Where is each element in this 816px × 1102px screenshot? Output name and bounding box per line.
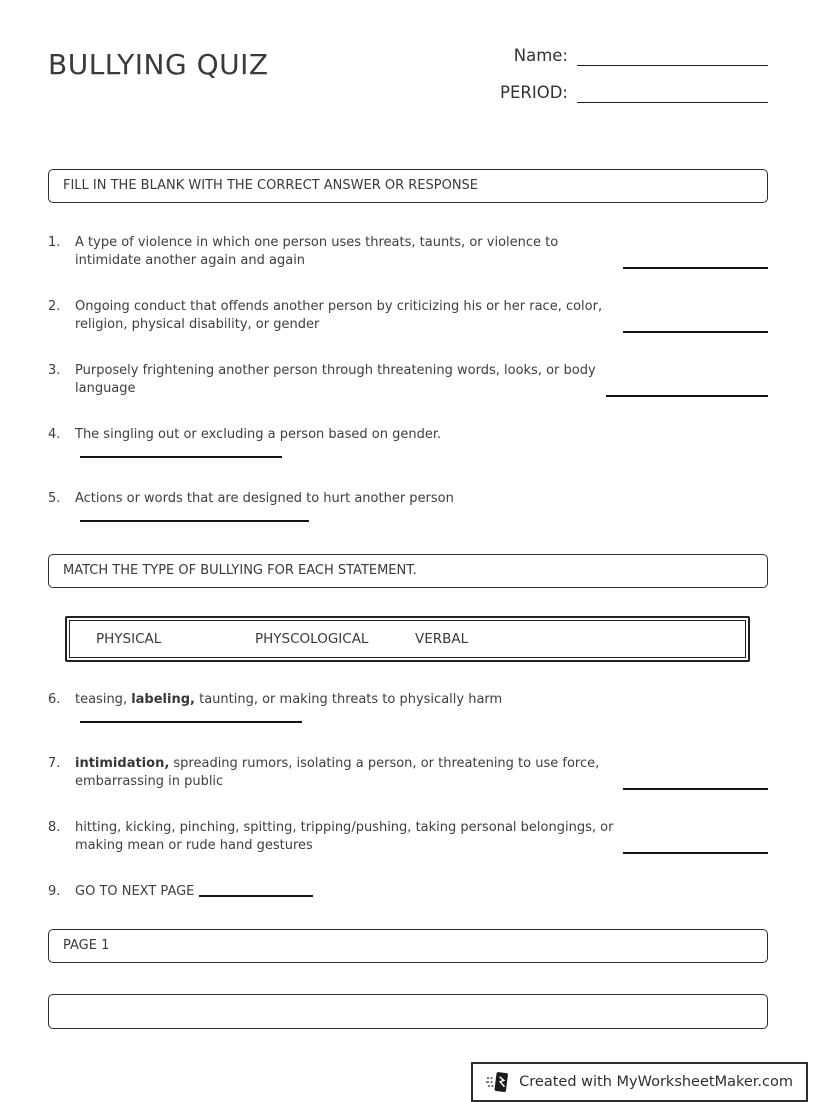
question-3 (48, 362, 768, 398)
worksheet-maker-logo-icon (486, 1070, 510, 1094)
answer-blank-9 (199, 884, 313, 897)
answer-blank-5 (80, 509, 309, 522)
question-number: 9. (48, 884, 61, 899)
question-number: 1. (48, 235, 61, 250)
word-bank-item-verbal: VERBAL (415, 631, 469, 647)
question-text: Actions or words that are designed to hurt another person (75, 490, 623, 526)
answer-blank-8 (623, 852, 768, 854)
question-5 (48, 490, 768, 526)
page-label-box (48, 929, 768, 963)
word-bank-item-physcological: PHYSCOLOGICAL (255, 631, 369, 647)
question-number: 8. (48, 820, 61, 835)
answer-blank-6 (80, 710, 302, 723)
question-4 (48, 426, 768, 462)
question-text: teasing, labeling, taunting, or making threats to physically harm (75, 691, 623, 727)
answer-blank-3 (606, 395, 768, 397)
question-number: 2. (48, 299, 61, 314)
question-text: hitting, kicking, pinching, spitting, tripping/pushing, taking personal belongings, or making mean or rude hand gestures (75, 820, 614, 853)
name-label: Name: (513, 46, 568, 65)
question-text: GO TO NEXT PAGE (75, 883, 313, 901)
question-text: A type of violence in which one person uses threats, taunts, or violence to intimidate another again and again (75, 235, 559, 268)
word-bank (65, 616, 750, 662)
name-period-block (500, 46, 768, 120)
answer-blank-7 (623, 788, 768, 790)
question-number: 3. (48, 363, 61, 378)
word-bank-item-physical: PHYSICAL (96, 631, 162, 647)
answer-blank-4 (80, 445, 282, 458)
period-row (500, 83, 768, 103)
question-8 (48, 819, 768, 855)
question-text: Purposely frightening another person through threatening words, looks, or body language (75, 363, 596, 396)
question-number: 6. (48, 692, 61, 707)
question-2 (48, 298, 768, 334)
fill-instruction-text: FILL IN THE BLANK WITH THE CORRECT ANSWER OR RESPONSE (63, 178, 479, 193)
question-9 (48, 883, 768, 901)
answer-blank-2 (623, 331, 768, 333)
question-number: 4. (48, 427, 61, 442)
name-blank (577, 46, 768, 66)
question-text: intimidation, spreading rumors, isolating a person, or threatening to use force, embarrassing in public (75, 756, 600, 789)
question-number: 5. (48, 491, 61, 506)
question-text: The singling out or excluding a person based on gender. (75, 426, 623, 462)
page-title: BULLYING QUIZ (48, 48, 269, 81)
match-instruction-box (48, 554, 768, 588)
answer-blank-1 (623, 267, 768, 269)
question-6 (48, 691, 768, 727)
fill-instruction-box (48, 169, 768, 203)
page-label-text: PAGE 1 (63, 938, 110, 953)
name-row (514, 46, 768, 66)
credit-badge (471, 1062, 808, 1102)
empty-answer-box (48, 994, 768, 1029)
credit-text: Created with MyWorksheetMaker.com (519, 1074, 793, 1090)
question-7 (48, 755, 768, 791)
question-text: Ongoing conduct that offends another person by criticizing his or her race, color, religion, physical disability, or gender (75, 299, 603, 332)
match-instruction-text: MATCH THE TYPE OF BULLYING FOR EACH STATEMENT. (63, 563, 417, 578)
period-blank (577, 83, 768, 103)
header (48, 0, 768, 120)
question-1 (48, 234, 768, 270)
word-bank-inner (69, 620, 746, 658)
credit-badge-row (48, 1062, 808, 1102)
period-label: PERIOD: (500, 83, 568, 102)
question-number: 7. (48, 756, 61, 771)
